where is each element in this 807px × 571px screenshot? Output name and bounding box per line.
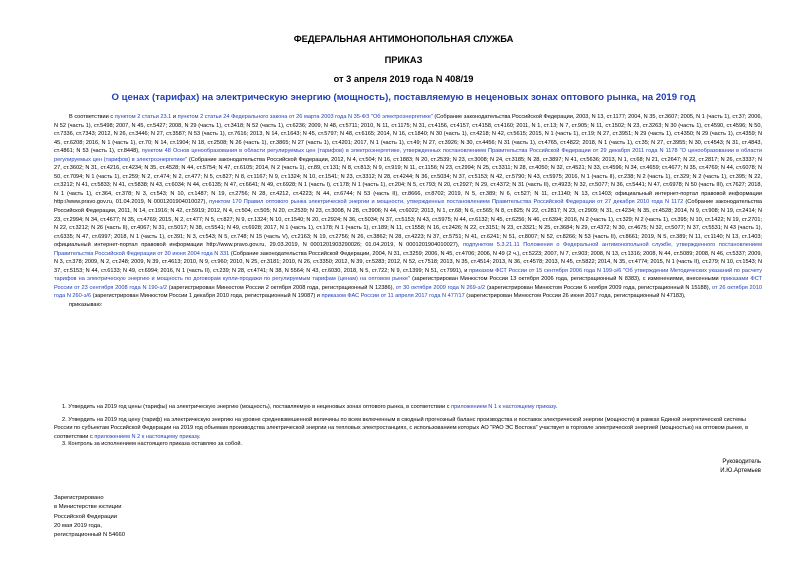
text-run: В соответствии с [69,114,115,120]
doc-title [0,92,807,103]
text-run: (Собрание законодательства Российской Федерации, 2012, N 4, ст.504; N 16, ст.1883; N 20, ст.2539; N 23, ст.3008; N 24, ст.3185; N 28, ст.3897; N 41, ст.5636; 2013, N 1, ст.68; N 21, ст.2647; N 22, ст.2817; N 26, ст.3337; N 27, ст.3602; N 31, ст.4216, ст.4234; N 35, ст.4528; N 44, ст.5754; N 47, ст.6105; 2014, N 2 (часть 1), ст.89, ст.131; N 8, ст.813; N 9, ст.919; N 11, ст.1156; N 23, ст.2994; N 25, ст.3311; N 28, ст.4050; N 32, ст.4521; N 33, ст.4596; N 34, ст.4659; ст.4677; N 35, ст.4769; N 44, ст.6078; N 50, ст.7094; N 1 (часть 1), ст.259; N 2, ст.474; N 2, ст.477; N 5, ст.827; N 8, ст.1167; N 9, ст.1324; N 10, ст.1541; N 23, ст.3312; N 28, ст.4244; N 36, ст.5034; N 37, ст.5153; N 42, ст.5790; N 43, ст.5975; 2016, N 1 (часть II), ст.238; N 2 (часть 1), ст.329; N 2 (часть 1), ст.395; N 22, ст.3212; N 41, ст.5833; N 41, ст.5838; N 43, ст.6034; N 44, ст.6135; N 47, ст.6641; N 49, ст.6928; N 1 (часть I), ст.178; N 1 (часть 1), ст.204; N 5, ст.793; N 20, ст.2927; N 29, ст.4372; N 31 (часть II), ст.4923; N 32, ст.5077; N 36, ст.5441; N 47, ст.6978; N 50 (часть III), ст.7627; 2018, N 1 (часть 1), ст.364, ст.378; N 3, ст.543; N 10, ст.1487; N 19, ст.2756; N 28, ст.4212, ст.4223; N 44, ст.6744; N 53 (часть II), ст.8666, ст.8702; 2019, N 5, ст.389; N 6, ст.527; N 11, ст.1140; N 13, ст.1403; официальный интернет-портал правовой информации http://www.pravo.gov.ru, 01.04.2019, N 0001201904010027), [54,156,762,206]
legal-reference-link[interactable]: пунктом 170 Правил оптового рынка электрической энергии и мощности, утвержденных постановлением Правительства Российской Федерации от 27 декабря 2010 года N 1172 [209,199,684,206]
registration-line: в Министерстве юстиции [54,504,122,511]
agency-name: ФЕДЕРАЛЬНАЯ АНТИМОНОПОЛЬНАЯ СЛУЖБА [293,34,514,44]
text-run: 1. Утвердить на 2019 год цены (тарифы) на электрическую энергию (мощность), поставляемую в неценовых зонах оптового рынка, в соответствии с [62,404,452,410]
signature-position: Руководитель [722,459,761,465]
registration-block [54,494,125,540]
text-run: и [171,114,178,120]
text-run: (зарегистрирован Минюстом России 26 июня 2017 года, регистрационный N 47183), [464,293,686,300]
text-run: (зарегистрирован Минюстом России 6 ноября 2009 года, регистрационный N 15188), [485,284,712,291]
legal-reference-link[interactable]: от 26 октября 2010 года N 260-э/6 [54,284,762,300]
doc-title-link[interactable]: О ценах (тарифах) на электрическую энергию (мощность), поставляемую в неценовых зонах оптового рынка, на 2019 год [111,92,696,103]
legal-reference-link[interactable]: от 30 октября 2009 года N 269-э/2 [395,284,486,291]
text-run: . [199,433,201,440]
item-3-text: 3. Контроль за исполнением настоящего приказа оставляю за собой. [62,441,243,447]
item-2-text [54,416,762,441]
legal-reference-link[interactable]: подпунктом 5.3.21.11 Положения о Федеральной антимонопольной службе, утвержденного постановлением Правительства Российской Федерации от 30 июня 2004 года N 331 [54,242,762,257]
doc-type: ПРИКАЗ [384,55,423,65]
item-2 [54,416,762,442]
legal-reference-link[interactable]: приказом ФСТ России от 15 сентября 2006 года N 199-э/6 "Об утверждении Методических указаний по расчету тарифов на электрическую энергию и мощность по договорам купли-продажи по регулируемым тарифам (ценам) на оптовом рынке" [54,267,762,283]
text-run: (зарегистрирован Минюстом России 2 октября 2008 года, регистрационный N 12386), [167,284,396,291]
text-run: 2. Утвердить на 2019 год цену (тариф) на электрическую энергию на уровне средневзвешенной величины по всем включенным в сводный прогнозный баланс производства и поставок электрической энергии (мощности) в рамках Единой энергетической системы России по субъектам Российской Федерации на 2019 год объемам производства электрической энергии на тепловых электростанциях, с использованием которых АО "РАО ЭС Востока" участвует в торговле электрической энергией (мощностью) на оптовом рынке, в соответствии с [54,417,749,440]
legal-reference-link[interactable]: пунктом 2 статьи 24 Федерального закона от 26 марта 2003 года N 35-ФЗ "Об электроэнергетике" [177,114,433,120]
legal-reference-link[interactable]: пунктом 48 Основ ценообразования в области регулируемых цен (тарифов) в электроэнергетике, утвержденных постановлением Правительства Российской Федерации от 29 декабря 2011 года N 1178 "О ценообразовании в области регулируемых цен (тарифов) в электроэнергетике" [54,148,762,163]
signature-name: И.Ю.Артемьев [720,468,761,474]
registration-line: Российской Федерации [54,513,118,520]
text-run: (Собрание законодательства Российской Федерации, 2011, N 14, ст.1916; N 42, ст.5919; 2012, N 4, ст.504, ст.505; N 20, ст.2539; N 23, ст.3008, N 28, ст.3906; N 44, ст.6022; 2013, N 1, ст.68; N 6, ст.565; N 8, ст.825; N 22, ст.2817; N 23, ст.2909; N 31, ст.4234; N 35, ст.4528; 2014, N 9, ст.908; N 19, ст.2414; N 23, ст.2994; N 34, ст.4677; N 35, ст.4769; 2015, N 2, ст.477; N 5, ст.827; N 9, ст.1324; N 10, ст.1540; N 20, ст.2924; N 36, ст.5034; N 37, ст.5153; N 43, ст.5975; N 44, ст.6132; N 45, ст.6256; N 46, ст.6394; 2016, N 2 (часть 1), ст.329; N 2 (часть 1), ст.395; N 10, ст.1422; N 19, ст.2701; N 22, ст.3212; N 26 (часть II), ст.4067; N 31, ст.5017; N 38, ст.5541; N 49, ст.6928; 2017, N 1 (часть 1), ст.178; N 1 (часть 1), ст.189; N 11, ст.1558; N 16, ст.2426; N 22, ст.3151; N 23, ст.3321; N 25, ст.3684; N 29, ст.4372; N 30, ст.4675; N 32, ст.5077; N 37, ст.5531; N 43 (часть 1), ст.6335; N 47, ст.6997; 2018, N 1 (часть 1), ст.391; N 3, ст.543; N 5, ст.748; N 15 (часть V), ст.2163; N 19, ст.2756; N 26, ст.3862; N 28, ст.4223; N 37, ст.5751; N 41, ст.6241; N 51, ст.8007; N 52, ст.8266; N 53 (часть II), ст.8661; 2019, N 5, ст.389; N 11, ст.1140; N 13, ст.1403; официальный интернет-портал правовой информации http://www.pravo.gov.ru, 29.03.2019, N 0001201903290026; 01.04.2019, N 0001201904010027), [54,199,763,249]
legal-reference-link[interactable]: приложением N 2 к настоящему приказу [94,433,199,440]
signature-block [720,458,761,476]
legal-reference-link[interactable]: приказами ФСТ России от 23 сентября 2008 года N 190-э/2 [54,276,763,291]
preamble-text [54,113,762,301]
order-word: приказываю: [69,302,103,309]
legal-reference-link[interactable]: пунктом 2 статьи 23.1 [114,114,172,120]
text-run: (зарегистрирован Минюстом России 1 декабря 2010 года, регистрационный N 19087) и [91,293,322,300]
item-1-text [54,403,762,411]
registration-line: 20 мая 2019 года, [54,522,102,529]
legal-reference-link[interactable]: приложением N 1 к настоящему приказу [451,404,556,410]
registration-line: Зарегистрировано [54,495,104,501]
text-run: . [555,404,558,410]
doc-date-number: от 3 апреля 2019 года N 408/19 [333,74,474,84]
text-run: (зарегистрирован Минюстом России 13 октября 2006 года, регистрационный N 8383), с изменениями, внесенными [409,276,721,283]
registration-line: регистрационный N 54660 [54,532,125,539]
item-3 [54,440,762,449]
item-1 [54,403,762,412]
legal-reference-link[interactable]: приказом ФАС России от 11 апреля 2017 года N 477/17 [321,293,465,300]
text-run: (Собрание законодательства Российской Федерации, 2004, N 31, ст.3259; 2006, N 45, ст.4706; 2006, N 49 (2 ч.), ст.5223; 2007, N 7, ст.903; 2008, N 13, ст.1316; 2008, N 44, ст.5089; 2008, N 46, ст.5337; 2009, N 3, ст.378; 2009, N 2, ст.248; 2009, N 39, ст.4613; 2010, N 9, ст.960; 2010, N 25, ст.3181; 2010, N 26, ст.3350; 2012, N 39, ст.5283; 2012, N 52, ст.7518; 2013, N 35, ст.4514; 2013, N 36, ст.4578; 2013, N 45, ст.5822; 2014, N 35, ст.4774; 2015, N 1 (часть II), ст.279; N 10, ст.1543; N 37, ст.5153; N 44, ст.6133; N 49, ст.6994; 2016, N 1 (часть II), ст.239; N 28, ст.4741; N 38, N 5564; N 43, ст.6030, 2018, N 5, ст.722; N 9, ст.1399; N 51, ст.7991), и [54,250,762,274]
text-run: (Собрание законодательства Российской Федерации, 2003, N 13, ст.1177; 2004, N 35, ст.3607; 2005, N 1 (часть 1), ст.37; 2006, N 52 (часть 1), ст.5498; 2007, N 45, ст.5427; 2008, N 29 (часть 1), ст.3418; N 52 (часть 1), ст.6236; 2009, N 48, ст.5711; 2010, N 11, ст.1175; N 31, ст.4156, ст.4157, ст.4158, ст.4160; 2011, N 1, ст.13; N 7, ст.905; N 11, ст.1502; N 23, ст.3263; N 30 (часть 1), ст.4590, ст.4596; N 50, ст.7336, ст.7343; 2012, N 26, ст.3446; N 27, ст.3587; N 53 (часть 1), ст.7616; 2013, N 14, ст.1643; N 45, ст.5797; N 48, ст.6165; 2014, N 16, ст.1840; N 30 (часть 1), ст.4218; N 42, ст.5615; 2015, N 1 (часть 1), ст.19; N 27, ст.3951; N 29 (часть 1), ст.4350; N 29 (часть 1), ст.4359; N 45, ст.6208; 2016, N 1 (часть 1), ст.70; N 14, ст.1904; N 18, ст.2508; N 26 (часть 1), ст.3865; N 27 (часть 1), ст.4201; 2017, N 1 (часть 1), ст.49; N 27, ст.3926; N 30, ст.4456; N 31 (часть 1), ст.4765, ст.4822; 2018, N 1 (часть 1), ст.35; N 27, ст.3955; N 30, ст.4543; N 31, ст.4843, ст.4861; N 53 (часть 1), ст.8448), [54,114,762,155]
preamble-paragraph [54,113,762,310]
